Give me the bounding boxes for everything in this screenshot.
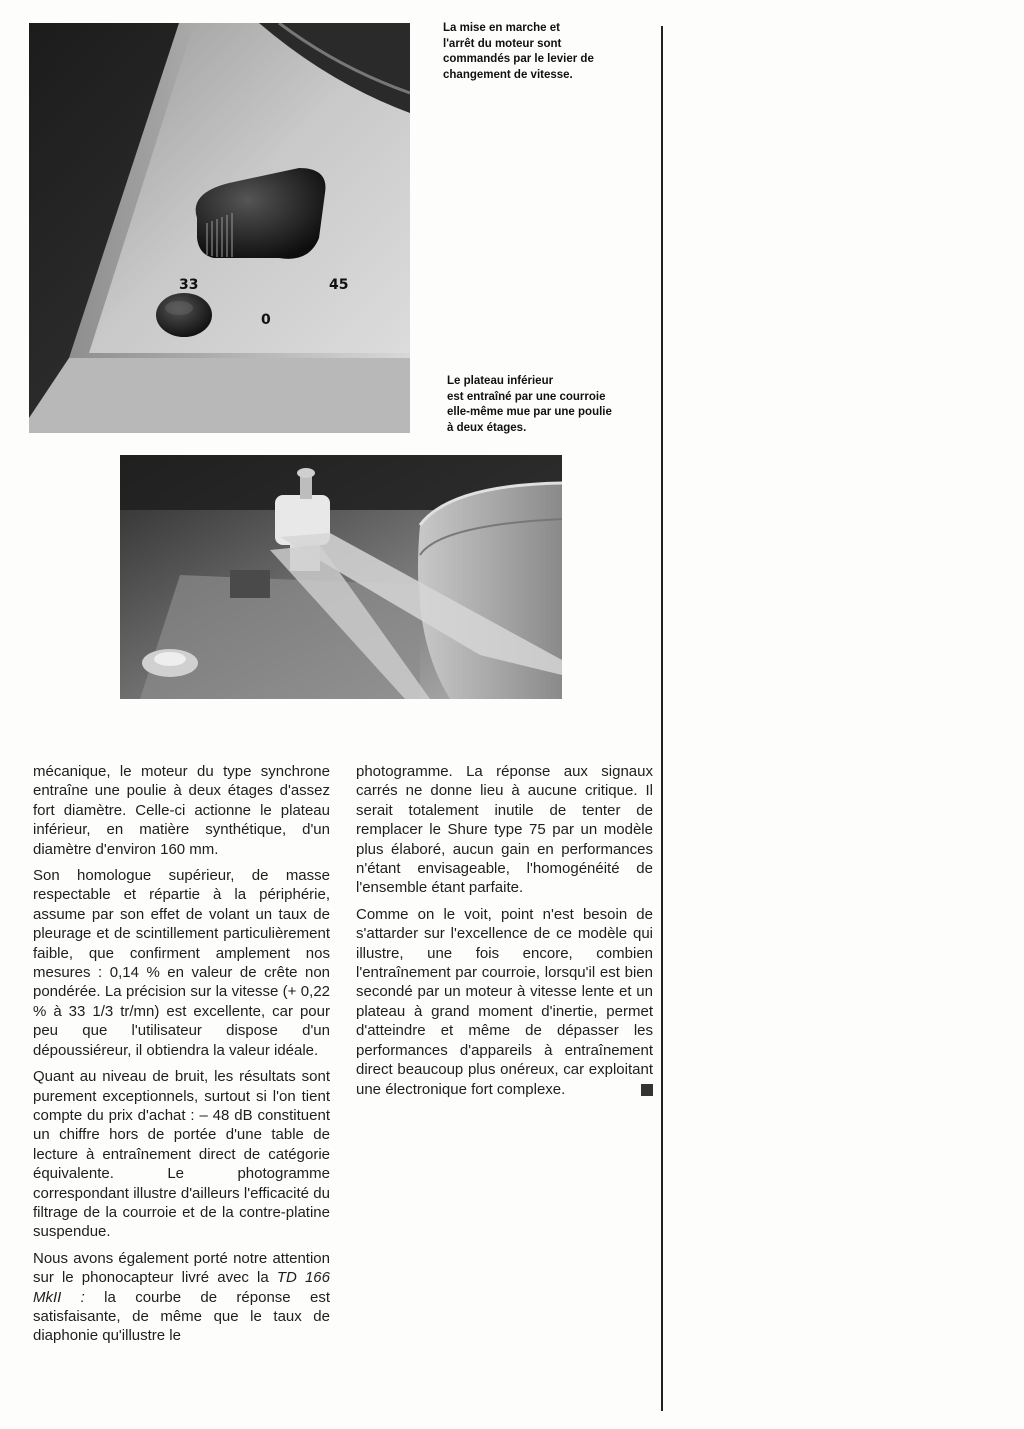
speed-33-label: 33 <box>179 277 199 293</box>
caption-line: La mise en marche et <box>443 22 560 34</box>
caption-line: à deux étages. <box>447 421 527 434</box>
caption-line: est entraîné par une courroie <box>447 390 606 403</box>
paragraph: Son homologue supérieur, de masse respectable et répartie à la périphérie, assume par son effet de volant un taux de pleurage et de scintillement particulièrement faible, que confirment amplement nos mesures : 0,14 % en valeur de crête non pondérée. La précision sur la vitesse (+ 0,22 % à 33 1/3 tr/mn) est excellente, car pour peu que l'utilisateur dispose d'un dépoussiéreur, il obtiendra la valeur idéale. <box>33 867 330 1059</box>
paragraph-text: Nous avons également porté notre attention sur le phonocapteur livré avec la <box>33 1249 330 1287</box>
article-right-column <box>356 762 653 1106</box>
column-divider <box>661 26 663 1411</box>
caption-line: commandés par le levier de <box>443 53 594 65</box>
paragraph-text: la courbe de réponse est satisfaisante, de même que le taux de diaphonie qu'illustre le <box>33 1288 330 1345</box>
paragraph <box>356 905 653 1099</box>
speed-45-label: 45 <box>329 277 349 293</box>
end-of-article-mark <box>641 1084 653 1096</box>
paragraph: mécanique, le moteur du type synchrone entraîne une poulie à deux étages d'assez fort diamètre. Celle-ci actionne le plateau inférieur, en matière synthétique, d'un diamètre d'environ 160 mm. <box>33 763 330 858</box>
caption-speed-lever <box>443 21 594 83</box>
belt-pulley-photo <box>120 455 562 699</box>
article-left-column <box>33 762 330 1353</box>
paragraph-text: Comme on le voit, point n'est besoin de s'attarder sur l'excellence de ce modèle qui illustre, une fois encore, combien l'entraînement par courroie, lorsqu'il est bien secondé par un moteur à vitesse lente et un plateau à grand moment d'inertie, permet d'atteindre et même de dépasser les performances d'appareils à entraînement direct beaucoup plus onéreux, car exploitant une électronique fort complexe. <box>356 905 653 1098</box>
model-name: TD 166 MkII : <box>33 1269 330 1306</box>
paragraph: photogramme. La réponse aux signaux carrés ne donne lieu à aucune critique. Il serait totalement inutile de tenter de remplacer le Shure type 75 par un modèle plus élaboré, aucun gain en performances n'étant envisageable, l'homogénéité de l'ensemble étant parfaite. <box>356 763 653 897</box>
speed-off-label: 0 <box>261 312 271 328</box>
caption-line: changement de vitesse. <box>443 68 573 81</box>
paragraph <box>33 1249 330 1346</box>
paragraph: Quant au niveau de bruit, les résultats sont purement exceptionnels, surtout si l'on tient compte du prix d'achat : – 48 dB constituent un chiffre hors de portée d'une table de lecture à entraînement direct de catégorie équivalente. Le photogramme correspondant illustre d'ailleurs l'efficacité du filtrage de la courroie et de la contre-platine suspendue. <box>33 1068 330 1241</box>
caption-line: l'arrêt du moteur sont <box>443 37 562 50</box>
caption-line: Le plateau inférieur <box>447 375 554 387</box>
caption-line: elle-même mue par une poulie <box>447 406 612 418</box>
speed-lever-photo <box>29 23 410 433</box>
caption-belt-drive <box>447 374 612 436</box>
